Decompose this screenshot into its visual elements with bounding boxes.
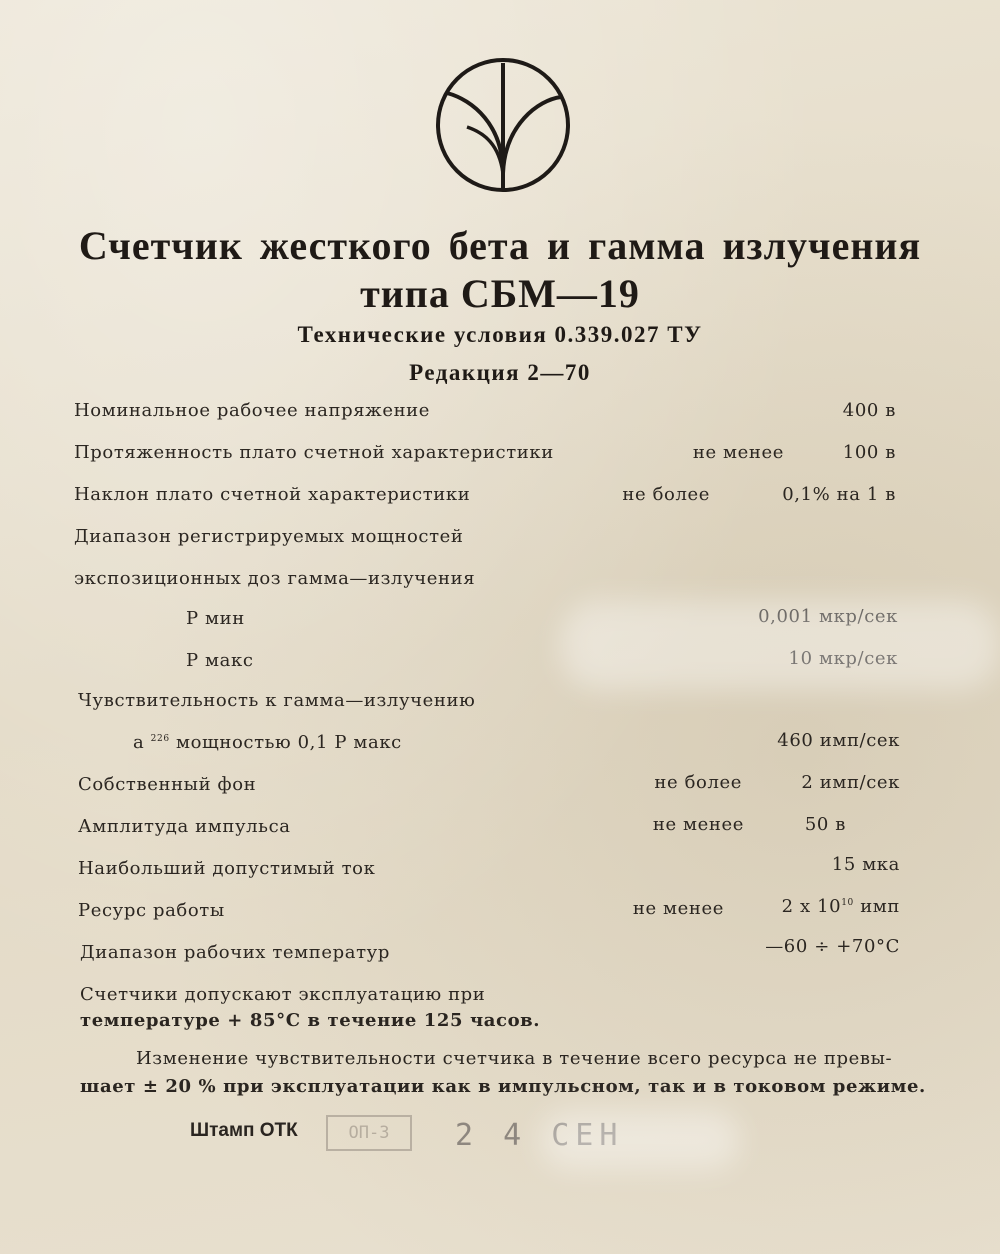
spec-label: Диапазон регистрируемых мощностей [74, 526, 464, 547]
stamp-date: 2 4 СЕН [455, 1118, 624, 1153]
device-type: типа СБМ—19 [360, 271, 640, 316]
spec-value: 400 в [842, 400, 896, 421]
spec-label: Диапазон рабочих температур [80, 942, 390, 963]
spec-value: 0,1% на 1 в [782, 484, 896, 505]
paper-smudge [560, 600, 1000, 690]
spec-label: Наклон плато счетной характеристики [74, 484, 471, 505]
spec-label: Номинальное рабочее напряжение [74, 400, 431, 421]
spec-qualifier: не менее [692, 442, 784, 463]
paper-smudge [540, 1110, 740, 1170]
spec-label: Наибольший допустимый ток [78, 858, 376, 879]
spec-label: Протяженность плато счетной характеристики [74, 442, 554, 463]
spec-label: Р мин [186, 608, 245, 629]
spec-value: 50 в [804, 814, 846, 835]
spec-qualifier: не менее [632, 898, 724, 919]
note-line: Счетчики допускают эксплуатацию при [80, 984, 486, 1005]
spec-label: экспозиционных доз гамма—излучения [74, 568, 476, 589]
spec-value: 100 в [842, 442, 896, 463]
spec-label: Собственный фон [78, 774, 257, 795]
note-paragraph-line: шает ± 20 % при эксплуатации как в импульсном, так и в токовом режиме. [80, 1076, 926, 1097]
spec-qualifier: не менее [652, 814, 744, 835]
stamp-box: ОП-3 [326, 1115, 412, 1151]
spec-value: 2 х $10^{10}$ имп [781, 896, 900, 917]
plant-logo-icon [433, 55, 573, 195]
spec-qualifier: не более [654, 772, 742, 793]
spec-label: Амплитуда импульса [78, 816, 291, 837]
spec-value: 15 мка [831, 854, 900, 875]
spec-label: Р макс [186, 650, 254, 671]
spec-value: 0,001 мкр/сек [758, 606, 898, 627]
spec-label: а $^{226}$ мощностью 0,1 Р макс [133, 732, 402, 753]
spec-value: 10 мкр/сек [788, 648, 898, 669]
document-title: Счетчик жесткого бета и гамма излучения [78, 223, 922, 268]
note-line: температуре + 85°С в течение 125 часов. [80, 1010, 541, 1031]
spec-label: Чувствительность к гамма—излучению [78, 690, 476, 711]
spec-label: Ресурс работы [78, 900, 225, 921]
note-paragraph-line: Изменение чувствительности счетчика в течение всего ресурса не превы- [136, 1048, 893, 1069]
edition: Редакция 2—70 [409, 360, 591, 385]
spec-value: 460 имп/сек [777, 730, 900, 751]
spec-value: —60 ÷ +70°С [765, 936, 900, 957]
spec-value: 2 имп/сек [801, 772, 900, 793]
technical-spec-number: Технические условия 0.339.027 ТУ [297, 322, 703, 347]
stamp-label: Штамп ОТК [190, 1120, 298, 1141]
spec-qualifier: не более [622, 484, 710, 505]
